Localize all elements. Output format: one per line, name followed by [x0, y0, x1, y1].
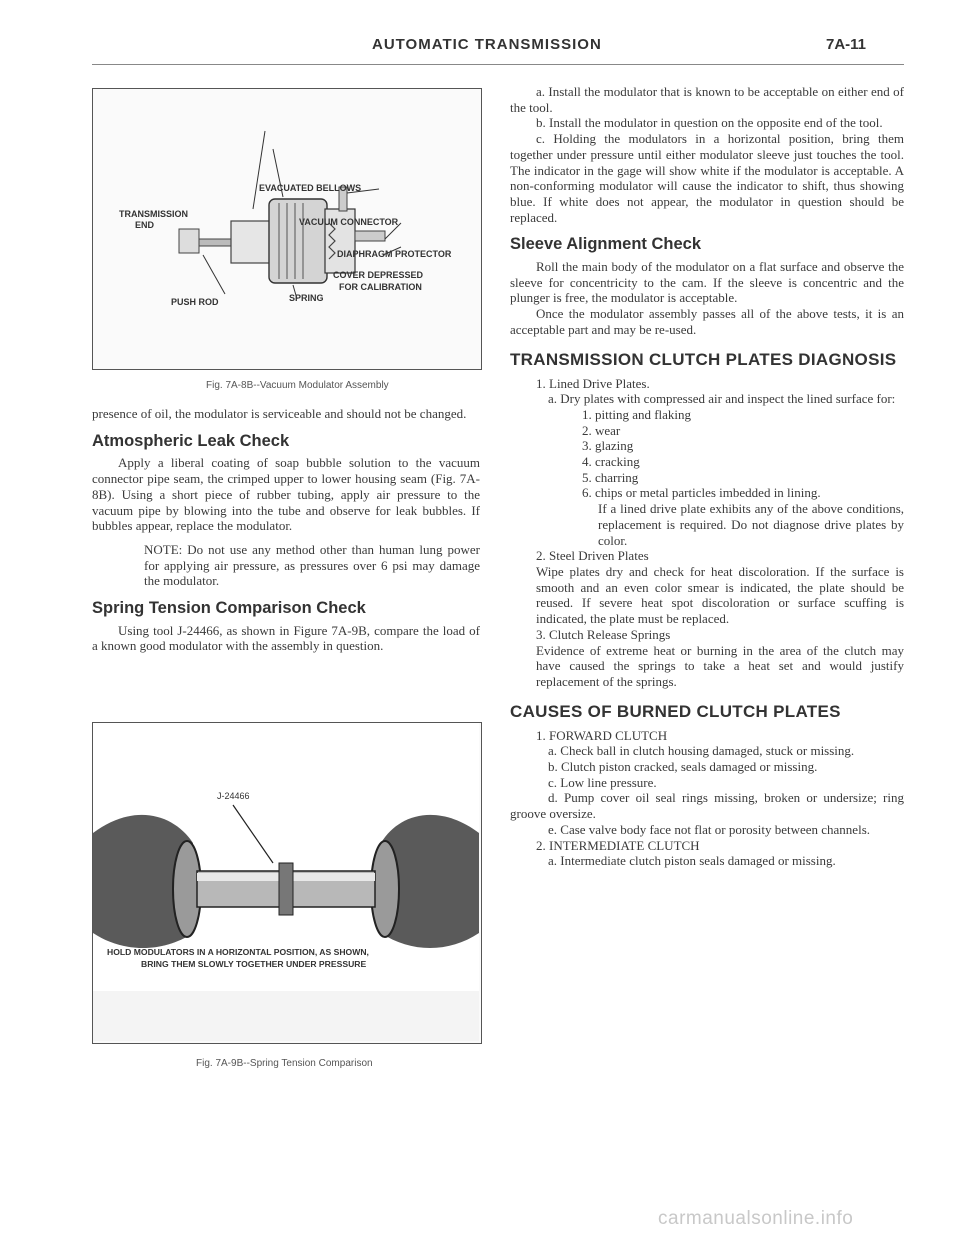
- header-rule: [92, 64, 904, 65]
- figure2-caption: Fig. 7A-9B--Spring Tension Comparison: [196, 1058, 373, 1069]
- figure1-caption: Fig. 7A-8B--Vacuum Modulator Assembly: [206, 380, 389, 391]
- sub-cracking: 4. cracking: [582, 454, 640, 470]
- figure-spring-tension: [92, 722, 482, 1044]
- spring-tension-photo: [93, 723, 479, 1041]
- cause-forward-e: e. Case valve body face not flat or porosity between channels.: [548, 821, 870, 837]
- item-steel-driven-text: Wipe plates dry and check for heat discoloration. If the surface is smooth and an even color smear is indicated, the plate should be reused. If severe heat spot discoloration or surface scuffing is indicated, the plate must be replaced.: [536, 563, 904, 627]
- label-push-rod: PUSH ROD: [171, 297, 219, 307]
- paragraph-presence-of-oil: presence of oil, the modulator is serviceable and should not be changed.: [92, 406, 467, 421]
- step-a: a. Install the modulator that is known to be acceptable on either end of the tool.: [510, 84, 904, 115]
- figure-vacuum-modulator: [92, 88, 482, 370]
- item-steel-driven-plates: 2. Steel Driven Plates: [536, 548, 649, 564]
- label-transmission: TRANSMISSION: [119, 209, 189, 219]
- heading-causes-burned-plates: CAUSES OF BURNED CLUTCH PLATES: [510, 701, 841, 721]
- heading-clutch-plates-diagnosis: TRANSMISSION CLUTCH PLATES DIAGNOSIS: [510, 349, 897, 369]
- step-c: c. Holding the modulators in a horizontal position, bring them together under pressure until either modulator sleeve just touches the tool. The indicator in the gage will show white if the modulator is acceptable. A non-conforming modulator will cause the indicator to shift, thus showing blue. If white does not appear, the modulator in question should be replaced.: [510, 131, 904, 225]
- sub-chips: 6. chips or metal particles imbedded in lining.: [582, 485, 821, 501]
- cause-forward-d: d. Pump cover oil seal rings missing, broken or undersize; ring groove oversize.: [510, 790, 904, 822]
- label-vacuum-connector: VACUUM CONNECTOR: [299, 217, 399, 227]
- item-clutch-release-springs: 3. Clutch Release Springs: [536, 626, 671, 642]
- sub-pitting: 1. pitting and flaking: [582, 406, 692, 422]
- sub-wear: 2. wear: [582, 422, 621, 438]
- cause-intermediate-clutch: 2. INTERMEDIATE CLUTCH: [536, 837, 700, 853]
- instruction-line-1: HOLD MODULATORS IN A HORIZONTAL POSITION, AS SHOWN,: [107, 947, 369, 957]
- watermark: carmanualsonline.info: [658, 1208, 854, 1229]
- sub-glazing: 3. glazing: [582, 438, 634, 454]
- label-cover-depressed: COVER DEPRESSED: [333, 270, 424, 280]
- step-b: b. Install the modulator in question on the opposite end of the tool.: [536, 115, 883, 131]
- paragraph-sleeve-1: Roll the main body of the modulator on a flat surface and observe the sleeve for concentricity to the cam. If the sleeve is concentric and the plunger is free, the modulator is acceptable.: [510, 259, 904, 306]
- tool-label-j24466: J-24466: [217, 791, 250, 801]
- paragraph-atmospheric: Apply a liberal coating of soap bubble solution to the vacuum connector pipe seam, the crimped upper to lower housing seam (Fig. 7A-8B). Using a short piece of rubber tubing, apply air pressure to the vacuum pipe by blowing into the tube and observe for leak bubbles. If bubbles appear, replace the modulator.: [92, 455, 480, 534]
- item-clutch-release-text: Evidence of extreme heat or burning in the area of the clutch may have caused the springs to take a heat set and would justify replacement of the springs.: [536, 642, 904, 689]
- heading-atmospheric-leak-check: Atmospheric Leak Check: [92, 431, 290, 450]
- cause-forward-clutch: 1. FORWARD CLUTCH: [536, 727, 668, 743]
- heading-sleeve-alignment: Sleeve Alignment Check: [510, 235, 702, 254]
- cause-intermediate-a: a. Intermediate clutch piston seals damaged or missing.: [548, 853, 836, 869]
- label-for-calibration: FOR CALIBRATION: [339, 282, 422, 292]
- page-title: AUTOMATIC TRANSMISSION: [372, 36, 602, 53]
- right-column: [510, 84, 904, 869]
- label-diaphragm-protector: DIAPHRAGM PROTECTOR: [337, 249, 452, 259]
- page-number: 7A-11: [826, 36, 867, 53]
- heading-spring-tension-check: Spring Tension Comparison Check: [92, 599, 366, 618]
- sub-charring: 5. charring: [582, 469, 639, 485]
- cause-forward-b: b. Clutch piston cracked, seals damaged or missing.: [548, 759, 818, 775]
- item-lined-drive-plates-a: a. Dry plates with compressed air and inspect the lined surface for:: [548, 391, 896, 407]
- label-end: END: [135, 220, 155, 230]
- cause-forward-a: a. Check ball in clutch housing damaged, stuck or missing.: [548, 743, 855, 759]
- item-lined-drive-plates: 1. Lined Drive Plates.: [536, 375, 650, 391]
- page-header: [0, 36, 960, 56]
- sub-chips-text: If a lined drive plate exhibits any of the above conditions, replacement is required. Do not diagnose drive plates by color.: [598, 501, 904, 548]
- cause-forward-c: c. Low line pressure.: [548, 774, 657, 790]
- paragraph-sleeve-2: Once the modulator assembly passes all of the above tests, it is an acceptable part and may be re-used.: [510, 306, 904, 337]
- label-evacuated-bellows: EVACUATED BELLOWS: [259, 183, 362, 193]
- paragraph-note: NOTE: Do not use any method other than human lung power for applying air pressure, as pressures over 6 psi may damage the modulator.: [144, 541, 480, 589]
- instruction-line-2: BRING THEM SLOWLY TOGETHER UNDER PRESSURE: [141, 959, 367, 969]
- paragraph-spring-tension: Using tool J-24466, as shown in Figure 7A-9B, compare the load of a known good modulator with the assembly in question.: [92, 622, 480, 654]
- left-column: [92, 406, 480, 654]
- label-spring: SPRING: [289, 293, 324, 303]
